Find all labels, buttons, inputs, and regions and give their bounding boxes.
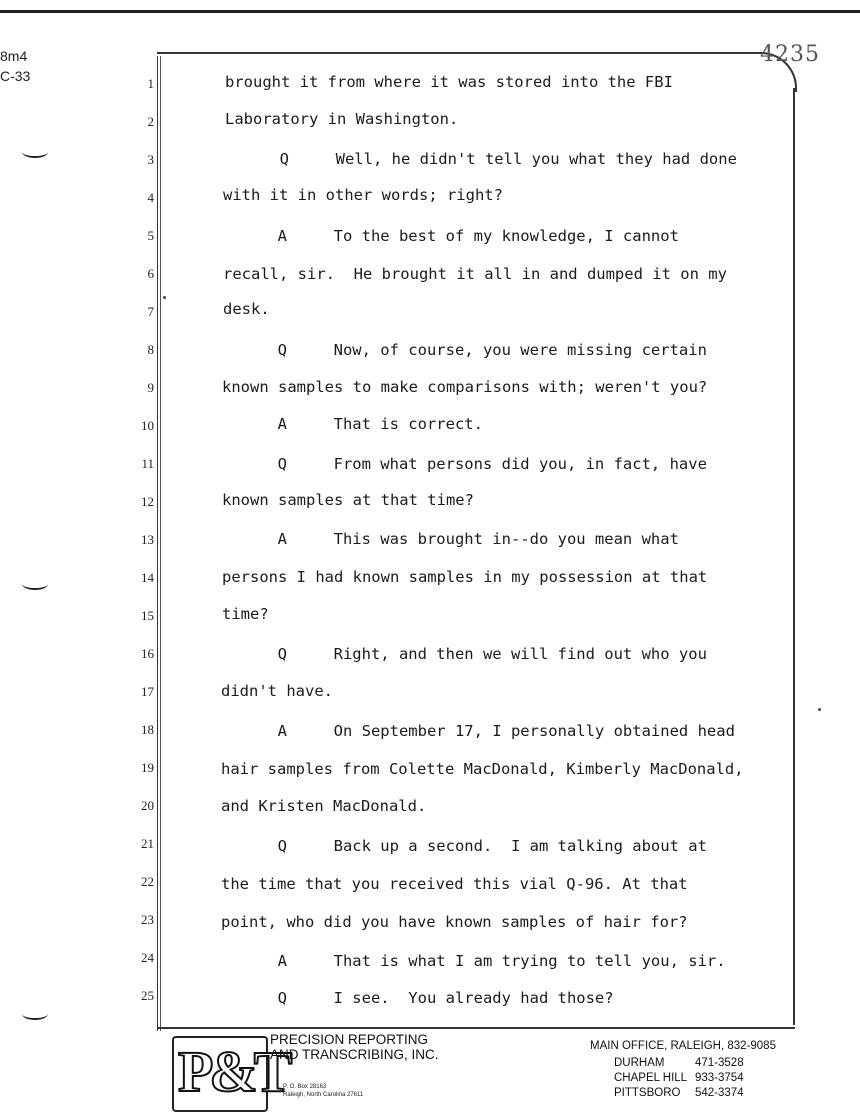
line-text: desk. (223, 300, 270, 318)
margin-mark (22, 1008, 48, 1020)
line-text: A To the best of my knowledge, I cannot (203, 227, 679, 245)
margin-note: C-33 (0, 68, 31, 84)
line-number: 17 (141, 684, 154, 699)
line-text: time? (222, 605, 269, 623)
line-text: A This was brought in--do you mean what (203, 530, 679, 548)
line-number: 23 (141, 912, 154, 927)
line-text: Q Right, and then we will find out who you (203, 645, 707, 663)
page-frame-right (793, 88, 795, 1025)
line-number: 11 (141, 456, 154, 471)
line-number: 10 (141, 418, 154, 433)
line-text: brought it from where it was stored into the FBI (225, 73, 673, 91)
line-text: known samples at that time? (222, 491, 474, 509)
line-number: 22 (141, 874, 154, 889)
office-city: CHAPEL HILL (614, 1072, 688, 1084)
line-number: 19 (141, 760, 154, 775)
office-city: DURHAM (614, 1057, 665, 1069)
margin-mark (22, 578, 48, 590)
line-number: 2 (147, 114, 154, 129)
main-office: MAIN OFFICE, RALEIGH, 832-9085 (590, 1040, 776, 1052)
line-text: persons I had known samples in my possession at that (222, 568, 708, 586)
scan-speck (163, 296, 166, 299)
line-text: Q Now, of course, you were missing certain (203, 341, 707, 359)
page-number: 4235 (760, 42, 820, 67)
line-text: with it in other words; right? (223, 186, 503, 204)
page-footer (0, 1030, 860, 1118)
top-border (0, 10, 860, 13)
company-address-line2: Raleigh, North Carolina 27611 (283, 1092, 364, 1098)
office-phone: 542-3374 (695, 1087, 744, 1099)
page-frame-left (157, 56, 158, 1031)
line-text: Laboratory in Washington. (225, 110, 459, 128)
office-city: PITTSBORO (614, 1087, 681, 1099)
line-text: hair samples from Colette MacDonald, Kimberly MacDonald, (221, 760, 744, 778)
line-text: Q Well, he didn't tell you what they had done (205, 150, 737, 168)
company-logo (172, 1036, 289, 1112)
line-number: 24 (141, 950, 154, 965)
line-number: 15 (141, 608, 154, 623)
line-number: 14 (141, 570, 154, 585)
line-number: 8 (147, 342, 154, 357)
line-number: 1 (147, 76, 154, 91)
line-text: A On September 17, I personally obtained head (203, 722, 735, 740)
company-address: P. O. Box 28163 (283, 1084, 327, 1090)
line-text: Q From what persons did you, in fact, have (203, 455, 707, 473)
line-number: 16 (141, 646, 154, 661)
office-phone: 933-3754 (695, 1072, 744, 1084)
line-number: 4 (147, 190, 154, 205)
line-number: 6 (147, 266, 154, 281)
line-text: didn't have. (221, 682, 333, 700)
line-text: the time that you received this vial Q-96. At that (221, 875, 688, 893)
line-number: 20 (141, 798, 154, 813)
line-number: 21 (141, 836, 154, 851)
line-number: 12 (141, 494, 154, 509)
logo-text: P&T (178, 1039, 289, 1104)
line-text: recall, sir. He brought it all in and dumped it on my (223, 265, 727, 283)
margin-note: 8m4 (0, 48, 28, 64)
line-number: 5 (147, 228, 154, 243)
company-name: PRECISION REPORTING (270, 1032, 429, 1047)
line-text: Q Back up a second. I am talking about at (203, 837, 707, 855)
company-name-line2: AND TRANSCRIBING, INC. (270, 1047, 439, 1062)
page-frame-bottom (157, 1027, 795, 1029)
line-number: 13 (141, 532, 154, 547)
office-phone: 471-3528 (695, 1057, 744, 1069)
line-text: known samples to make comparisons with; weren't you? (222, 378, 708, 396)
line-number: 3 (147, 152, 154, 167)
page-frame-top (157, 52, 757, 54)
line-text: Q I see. You already had those? (203, 989, 614, 1007)
scan-speck (818, 708, 821, 711)
line-text: point, who did you have known samples of hair for? (221, 913, 688, 931)
page-frame-left-inner (160, 56, 161, 1031)
line-number: 9 (147, 380, 154, 395)
line-text: and Kristen MacDonald. (221, 797, 427, 815)
line-text: A That is correct. (203, 415, 483, 433)
line-text: A That is what I am trying to tell you, sir. (203, 952, 726, 970)
line-number: 25 (141, 988, 154, 1003)
line-number: 18 (141, 722, 154, 737)
margin-mark (22, 146, 48, 158)
line-number: 7 (147, 304, 154, 319)
